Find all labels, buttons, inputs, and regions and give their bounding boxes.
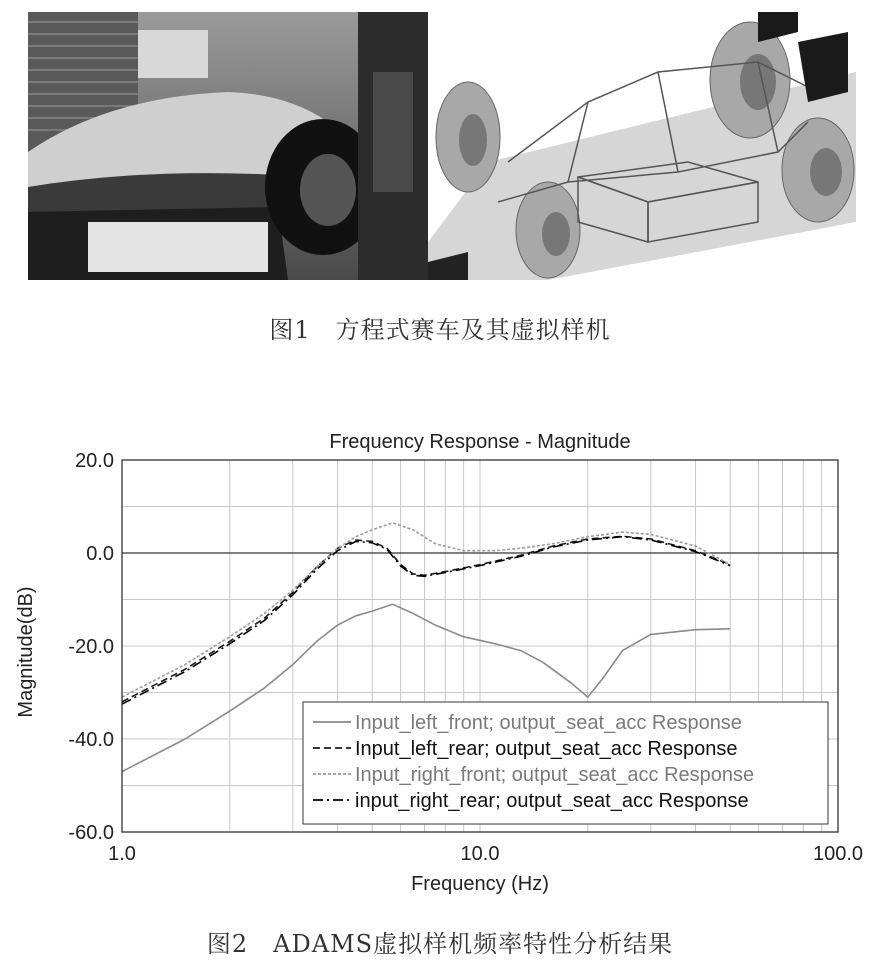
chart-title: Frequency Response - Magnitude	[329, 431, 631, 453]
virtual-prototype-model	[428, 12, 856, 280]
y-tick-label: 0.0	[86, 543, 114, 565]
x-tick-label: 1.0	[108, 843, 136, 865]
y-tick-label: -40.0	[68, 729, 114, 751]
figure2-caption: 图2 ADAMS虚拟样机频率特性分析结果	[206, 930, 674, 958]
series-line-2	[122, 536, 730, 702]
y-tick-label: 20.0	[75, 450, 114, 472]
chart-svg	[0, 420, 880, 910]
legend-entry: Input_left_rear; output_seat_acc Response	[355, 738, 738, 760]
figure1-caption: 图1 方程式赛车及其虚拟样机	[269, 316, 611, 344]
series-line-3	[122, 523, 730, 697]
y-axis-label: Magnitude(dB)	[15, 586, 37, 718]
y-tick-label: -20.0	[68, 636, 114, 658]
legend-entry: Input_right_front; output_seat_acc Response	[355, 764, 755, 786]
y-tick-label: -60.0	[68, 822, 114, 844]
x-tick-label: 10.0	[460, 843, 500, 865]
race-car-photo	[28, 12, 428, 280]
frequency-response-chart	[0, 420, 880, 910]
x-axis-label: Frequency (Hz)	[411, 873, 549, 895]
x-tick-label: 100.0	[812, 843, 864, 865]
legend	[303, 702, 828, 824]
legend-entry: input_right_rear; output_seat_acc Response	[355, 790, 749, 812]
legend-entry: Input_left_front; output_seat_acc Response	[355, 712, 742, 734]
